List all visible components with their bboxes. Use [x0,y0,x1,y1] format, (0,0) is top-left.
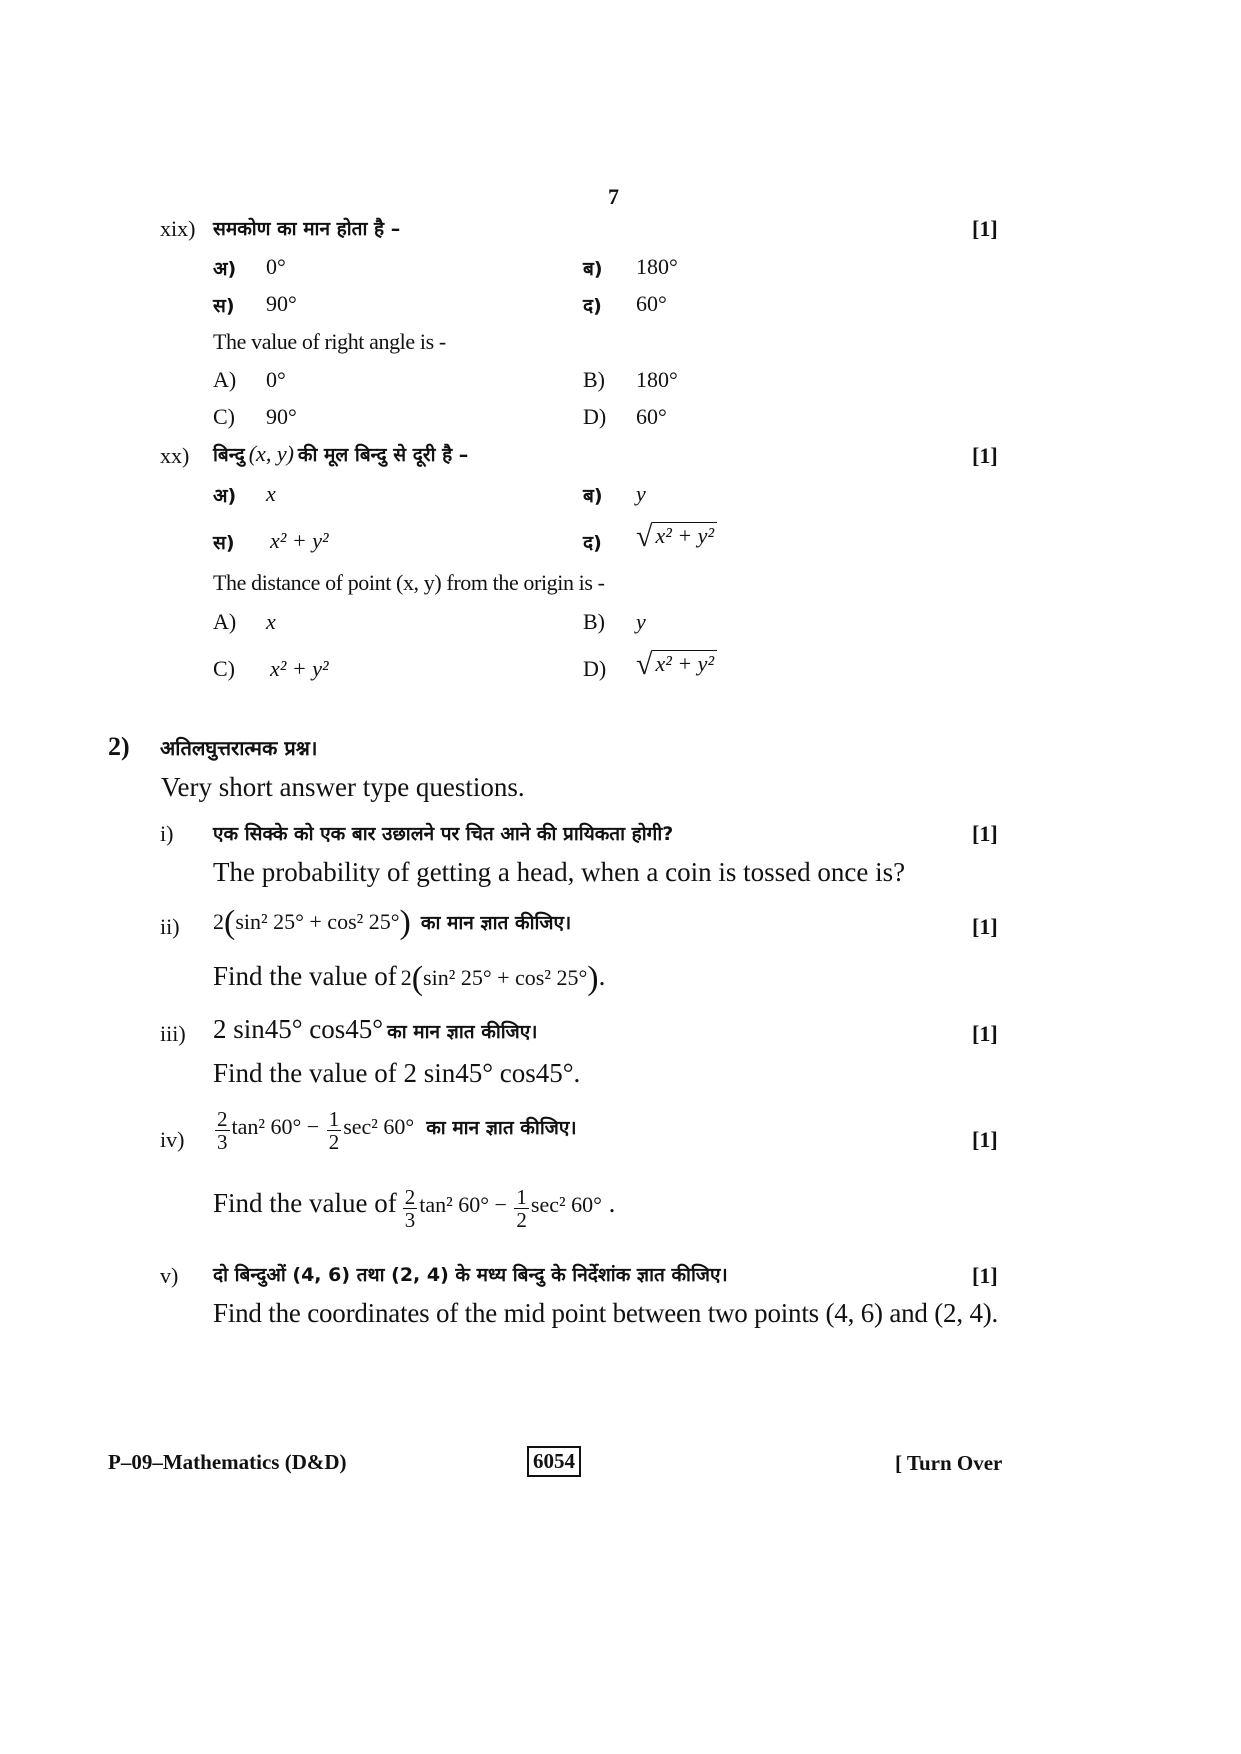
q2-iii-english: Find the value of 2 sin45° cos45°. [213,1058,581,1088]
q2-v-hindi: दो बिन्दुओं (4, 6) तथा (2, 4) के मध्य बिन्दु के निर्देशांक ज्ञात कीजिए। [213,1264,728,1286]
q2-iv-term1: tan² 60° [231,1114,302,1140]
page-number: 7 [608,184,619,209]
q19-number: xix) [160,216,196,241]
q2-ii-number: ii) [160,914,180,939]
q2-ii-english-expr: sin² 25° + cos² 25° [423,965,588,990]
q2-iv-english-prefix: Find the value of [213,1188,397,1219]
q2-iv-number: iv) [160,1127,185,1152]
q20-e-opt-c-label: C) [213,656,235,681]
q2-iii-marks: [1] [972,1021,998,1046]
q20-hindi-b: की मूल बिन्दु से दूरी है – [297,444,469,466]
q19-h-opt-b-value: 180° [636,254,678,279]
q2-i-number: i) [160,821,174,846]
sqrt-symbol: √ [636,648,653,681]
q20-e-opt-d-sqrt [636,648,717,682]
q19-english-text: The value of right angle is - [213,329,446,354]
q2-iv-e-frac2-den: 2 [516,1208,527,1233]
q2-iv-term2: sec² 60° [343,1114,415,1140]
q19-h-opt-b-label: ब) [583,258,603,280]
q2-iv-e-frac1-den: 3 [404,1208,416,1233]
footer-turn-over: [ Turn Over [895,1451,1003,1475]
q19-e-opt-d-value: 60° [636,404,667,429]
q20-h-opt-d-sqrt [636,520,717,554]
q19-e-opt-d-label: D) [583,404,607,429]
q2-iv-frac1-den: 3 [217,1130,228,1155]
q2-iii-hindi-line [213,1014,537,1045]
q2-iv-frac2-num: 1 [328,1107,340,1131]
q20-e-opt-a-value: x [266,609,276,634]
q2-ii-expr: sin² 25° + cos² 25° [235,909,400,934]
q19-e-opt-a-label: A) [213,367,237,392]
section2-hindi-title: अतिलघुत्तरात्मक प्रश्न। [160,736,318,760]
section2-english-title: Very short answer type questions. [161,772,525,802]
q20-h-opt-d-label: द) [583,532,602,554]
q2-iv-marks: [1] [972,1127,998,1152]
sqrt-symbol: √ [636,520,653,553]
q2-iii-expr: 2 sin45° cos45° [213,1014,384,1044]
q20-e-opt-b-label: B) [583,609,605,634]
q2-iii-hindi-suffix: का मान ज्ञात कीजिए। [387,1021,538,1043]
q20-h-opt-c-label: स) [213,532,235,554]
q2-iv-frac2-den: 2 [328,1130,340,1155]
q20-h-opt-a-label: अ) [213,485,237,507]
q2-v-marks: [1] [972,1263,998,1288]
q20-hindi-line [213,441,468,467]
q19-h-opt-a-label: अ) [213,258,237,280]
q2-i-marks: [1] [972,821,998,846]
q2-iv-e-term1: tan² 60° [419,1192,489,1218]
q2-iv-e-frac2-num: 1 [516,1185,527,1209]
q20-marks: [1] [972,443,998,468]
q20-h-opt-d-value: x² + y² [652,522,717,548]
q20-h-opt-b-label: ब) [583,485,603,507]
q2-ii-hindi-line: 2(sin² 25° + cos² 25°) का मान ज्ञात कीजिए। [213,904,572,941]
q2-iv-hindi-suffix: का मान ज्ञात कीजिए। [426,1117,577,1140]
q19-marks: [1] [972,216,998,241]
q20-e-opt-a-label: A) [213,609,237,634]
q20-number: xx) [160,443,190,468]
q2-ii-hindi-suffix: का मान ज्ञात कीजिए। [420,912,572,934]
q2-iv-english-line: Find the value of $\frac{2}{3}$ tan² 60° − $\frac{1}{2}$ sec² 60° . [213,1185,616,1233]
q19-e-opt-c-value: 90° [266,404,297,429]
footer-booklet-code: 6054 [527,1446,581,1477]
q20-h-opt-c-value: x² + y² [270,528,329,553]
q20-e-opt-d-value: x² + y² [652,650,717,676]
q19-h-opt-d-label: द) [583,295,602,317]
q20-point: (x, y) [248,441,294,466]
q19-h-opt-c-value: 90° [266,291,297,316]
q2-i-english: The probability of getting a head, when a coin is tossed once is? [213,857,906,887]
q20-h-opt-a-value: x [266,481,276,506]
q2-ii-english-prefix: Find the value of [213,961,397,991]
q2-iv-hindi-line: $\frac{2}{3}$ tan² 60° − $\frac{1}{2}$ sec² 60° का मान ज्ञात कीजिए। [217,1107,577,1155]
q2-ii-english-line: Find the value of 2(sin² 25° + cos² 25°). [213,960,606,997]
q2-v-number: v) [160,1263,179,1288]
q2-iv-e-frac1-num: 2 [404,1185,416,1209]
q2-iv-e-term2: sec² 60° [530,1192,602,1218]
q2-iii-number: iii) [160,1021,186,1046]
q19-h-opt-c-label: स) [213,295,235,317]
q20-hindi-a: बिन्दु [213,444,245,466]
q2-v-english: Find the coordinates of the mid point between two points (4, 6) and (2, 4). [213,1298,999,1328]
q19-e-opt-b-label: B) [583,367,605,392]
q19-e-opt-b-value: 180° [636,367,678,392]
q20-e-opt-c-value: x² + y² [270,656,329,681]
q20-h-opt-b-value: y [636,481,646,506]
q19-hindi-text: समकोण का मान होता है – [213,218,401,240]
q19-e-opt-a-value: 0° [266,367,286,392]
q19-e-opt-c-label: C) [213,404,235,429]
footer-paper-code: P–09–Mathematics (D&D) [108,1450,347,1474]
q20-e-opt-d-label: D) [583,656,607,681]
q20-english-text: The distance of point (x, y) from the origin is - [213,570,605,595]
q19-h-opt-d-value: 60° [636,291,667,316]
q2-iv-frac1-num: 2 [217,1107,228,1131]
q2-i-hindi: एक सिक्के को एक बार उछालने पर चित आने की प्रायिकता होगी? [213,823,674,845]
section2-number: 2) [108,732,130,761]
q2-ii-marks: [1] [972,914,998,939]
q19-h-opt-a-value: 0° [266,254,286,279]
q20-e-opt-b-value: y [636,609,646,634]
